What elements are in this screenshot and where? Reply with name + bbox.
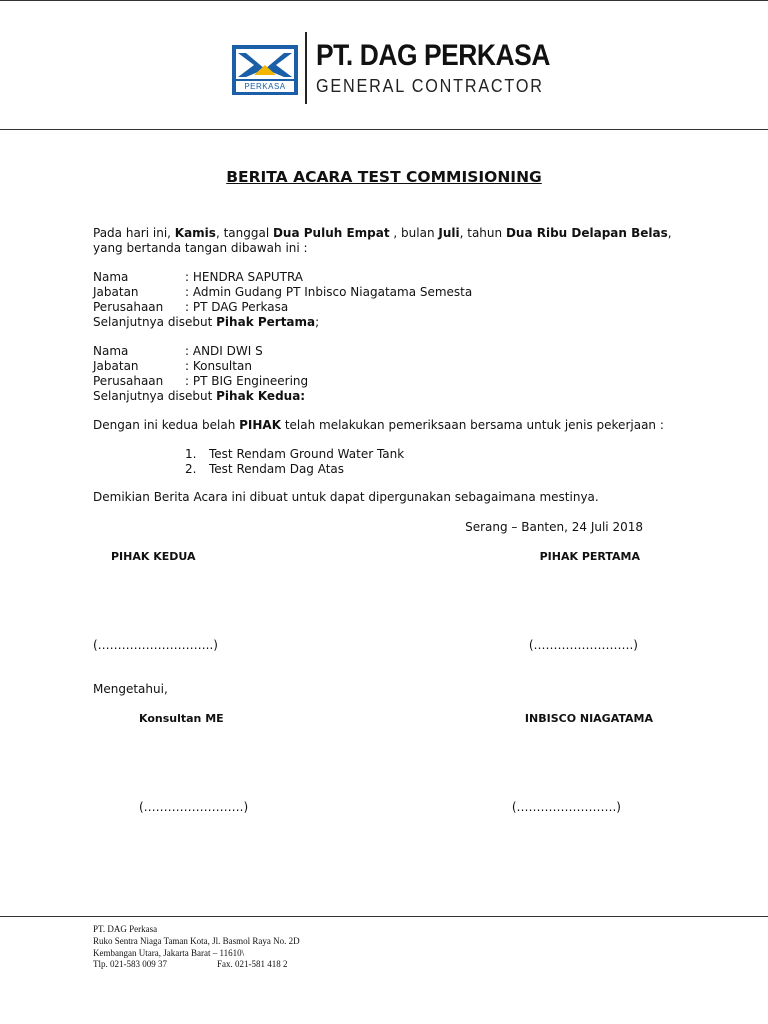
signature-line-left: (………………………..) [93, 638, 218, 652]
intro-line2: yang bertanda tangan dibawah ini : [93, 241, 308, 255]
header-divider [0, 129, 768, 130]
field-value: : Konsultan [185, 359, 252, 373]
signature-title-pihak-kedua: PIHAK KEDUA [111, 550, 196, 563]
party2-referred [93, 389, 305, 404]
intro-year: Dua Ribu Delapan Belas [505, 226, 668, 240]
referred-name: Pihak Pertama [216, 315, 316, 329]
signature-line-right2: (…………………….) [511, 800, 621, 814]
top-border [0, 0, 768, 1]
letterhead-divider [305, 32, 307, 104]
field-label: Nama [93, 270, 129, 284]
logo-text: PERKASA [244, 82, 286, 91]
list-text: Test Rendam Ground Water Tank [209, 447, 405, 461]
intro-text: , tanggal [215, 226, 273, 240]
statement-text: telah melakukan pemeriksaan bersama untuk jenis pekerjaan : [281, 418, 664, 432]
intro-month: Juli [438, 226, 460, 240]
acknowledged-label: Mengetahui, [93, 682, 168, 696]
field-label: Jabatan [93, 285, 139, 299]
field-label: Perusahaan [93, 374, 164, 388]
footer-fax: Fax. 021-581 418 2 [217, 959, 288, 969]
list-number: 1. [185, 447, 197, 461]
intro-line1 [93, 226, 672, 241]
signature-title-konsultan: Konsultan ME [139, 712, 224, 725]
list-item [185, 447, 404, 462]
footer-divider [0, 916, 768, 917]
signature-line-right: (…………………….) [528, 638, 638, 652]
statement [93, 418, 664, 433]
company-logo [232, 45, 298, 95]
footer-company: PT. DAG Perkasa [93, 924, 158, 934]
footer-address1: Ruko Sentra Niaga Taman Kota, Jl. Basmol Raya No. 2D [93, 936, 300, 946]
signature-title-pihak-pertama: PIHAK PERTAMA [539, 550, 640, 563]
statement-bold: PIHAK [239, 418, 281, 432]
signature-line-left2: (…………………….) [139, 800, 249, 814]
statement-text: Dengan ini kedua belah [93, 418, 240, 432]
company-subtitle: GENERAL CONTRACTOR [316, 76, 544, 96]
intro-day: Kamis [174, 226, 216, 240]
party1-nama [93, 270, 303, 285]
field-label: Perusahaan [93, 300, 164, 314]
party1-perusahaan [93, 300, 288, 315]
field-value: : HENDRA SAPUTRA [185, 270, 304, 284]
referred-text: Selanjutnya disebut [93, 315, 217, 329]
place-date: Serang – Banten, 24 Juli 2018 [465, 520, 643, 534]
party1-jabatan [93, 285, 472, 300]
list-number: 2. [185, 462, 197, 476]
signature-title-inbisco: INBISCO NIAGATAMA [524, 712, 653, 725]
list-text: Test Rendam Dag Atas [209, 462, 345, 476]
intro-text: Pada hari ini, [93, 226, 175, 240]
field-label: Nama [93, 344, 129, 358]
field-value: : PT DAG Perkasa [185, 300, 289, 314]
document-title: BERITA ACARA TEST COMMISIONING [226, 168, 542, 186]
footer-address2: Kembangan Utara, Jakarta Barat – 11610\ [93, 948, 245, 958]
intro-date: Dua Puluh Empat [272, 226, 390, 240]
party2-jabatan [93, 359, 252, 374]
referred-text: ; [315, 315, 320, 329]
intro-text: , tahun [459, 226, 506, 240]
party2-nama [93, 344, 263, 359]
company-name: PT. DAG PERKASA [316, 39, 550, 72]
party1-referred [93, 315, 319, 330]
referred-text: Selanjutnya disebut [93, 389, 217, 403]
closing-text: Demikian Berita Acara ini dibuat untuk dapat dipergunakan sebagaimana mestinya. [93, 490, 599, 504]
field-value: : Admin Gudang PT Inbisco Niagatama Semesta [185, 285, 473, 299]
field-value: : ANDI DWI S [185, 344, 263, 358]
field-value: : PT BIG Engineering [185, 374, 309, 388]
field-label: Jabatan [93, 359, 139, 373]
intro-text: , bulan [389, 226, 439, 240]
list-item [185, 462, 344, 477]
party2-perusahaan [93, 374, 308, 389]
intro-text: , [667, 226, 672, 240]
footer-tel: Tlp. 021-583 009 37 [93, 959, 167, 969]
referred-name: Pihak Kedua: [216, 389, 306, 403]
